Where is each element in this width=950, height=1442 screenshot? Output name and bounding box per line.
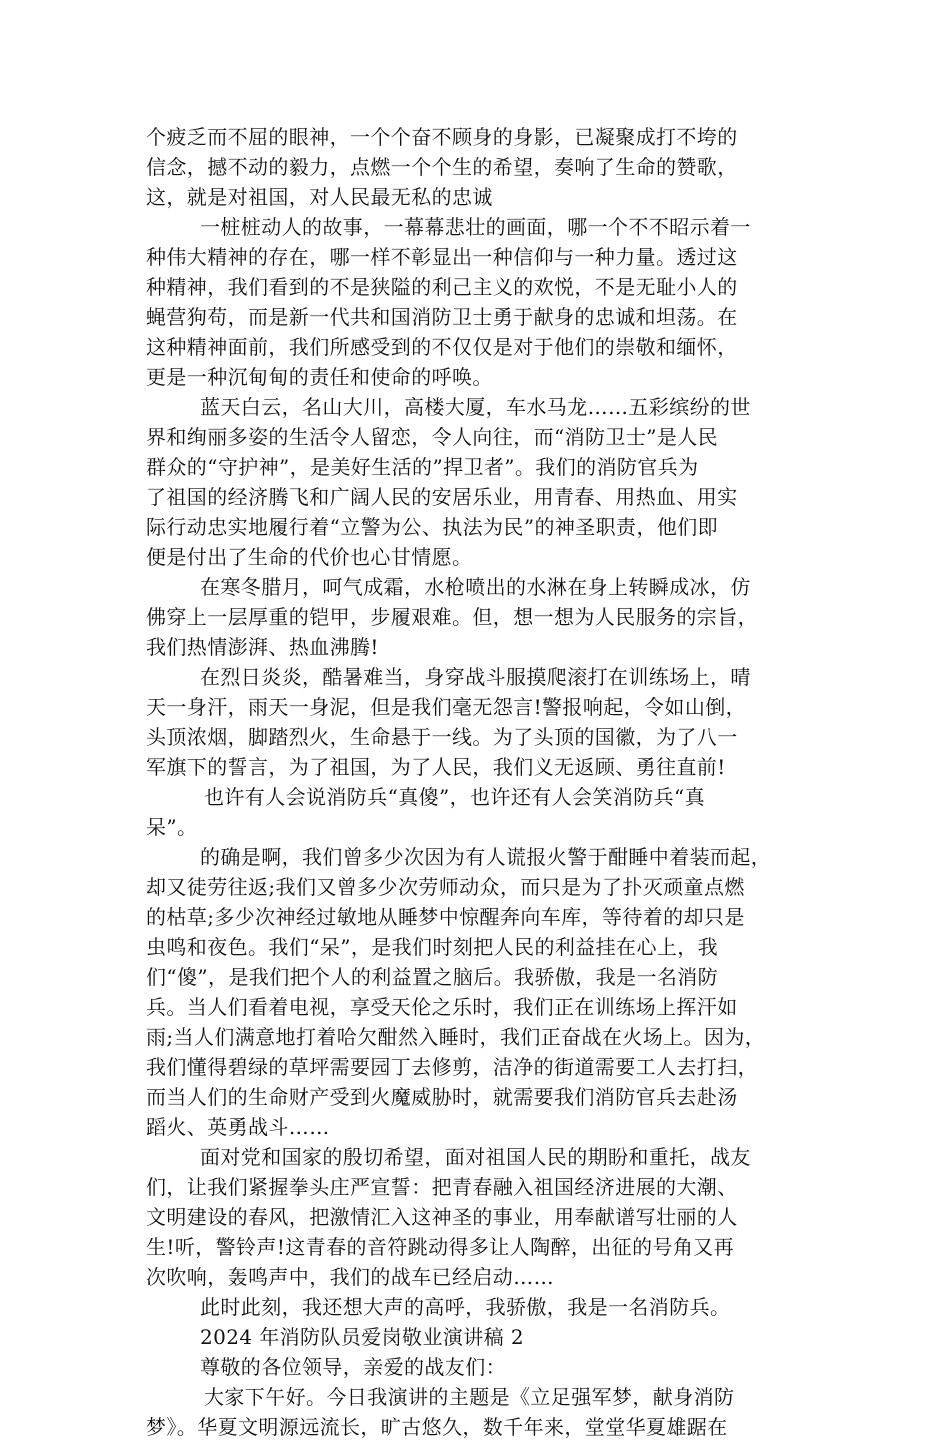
text-line: 次吹响，轰鸣声中，我们的战车已经启动……	[146, 1265, 554, 1289]
text-line: 际行动忠实地履行着“立警为公、执法为民”的神圣职责，他们即	[146, 515, 719, 539]
text-line: 个疲乏而不屈的眼神，一个个奋不顾身的身影，已凝聚成打不垮的	[146, 125, 738, 149]
text-line: 群众的“守护神”，是美好生活的”捍卫者”。我们的消防官兵为	[146, 455, 699, 479]
text-line: 更是一种沉甸甸的责任和使命的呼唤。	[146, 365, 493, 389]
text-line: 雨;当人们满意地打着哈欠酣然入睡时，我们正奋战在火场上。因为，	[146, 1025, 766, 1049]
text-line: 们“傻”，是我们把个人的利益置之脑后。我骄傲，我是一名消防	[146, 965, 719, 989]
text-line: 也许有人会说消防兵“真傻”，也许还有人会笑消防兵“真	[204, 785, 706, 809]
text-line: 蹈火、英勇战斗……	[146, 1115, 330, 1139]
text-line: 蝇营狗苟，而是新一代共和国消防卫士勇于献身的忠诚和坦荡。在	[146, 305, 738, 329]
text-line: 这种精神面前，我们所感受到的不仅仅是对于他们的崇敬和缅怀，	[146, 335, 738, 359]
text-line: 种精神，我们看到的不是狭隘的利己主义的欢悦，不是无耻小人的	[146, 275, 738, 299]
text-line: 面对党和国家的殷切希望，面对祖国人民的期盼和重托，战友	[200, 1145, 751, 1169]
text-line: 尊敬的各位领导，亲爱的战友们：	[200, 1355, 506, 1379]
text-line: 文明建设的春风，把激情汇入这神圣的事业，用奉献谱写壮丽的人	[146, 1205, 738, 1229]
text-line: 蓝天白云，名山大川，高楼大厦，车水马龙……五彩缤纷的世	[200, 395, 751, 419]
text-line: 此时此刻，我还想大声的高呼，我骄傲，我是一名消防兵。	[200, 1295, 731, 1319]
text-line: 的枯草;多少次神经过敏地从睡梦中惊醒奔向车库，等待着的却只是	[146, 905, 745, 929]
text-line: 了祖国的经济腾飞和广阔人民的安居乐业，用青春、用热血、用实	[146, 485, 738, 509]
text-line: 虫鸣和夜色。我们“呆”，是我们时刻把人民的利益挂在心上，我	[146, 935, 719, 959]
text-line: 梦》。华夏文明源远流长，旷古悠久，数千年来，堂堂华夏雄踞在	[146, 1415, 728, 1439]
text-line: 我们懂得碧绿的草坪需要园丁去修剪，洁净的街道需要工人去打扫，	[146, 1055, 758, 1079]
text-line: 界和绚丽多姿的生活令人留恋，令人向往，而“消防卫士”是人民	[146, 425, 719, 449]
text-line: 们，让我们紧握拳头庄严宣誓：把青春融入祖国经济进展的大潮、	[146, 1175, 738, 1199]
text-line: 却又徒劳往返;我们又曾多少次劳师动众，而只是为了扑灭顽童点燃	[146, 875, 745, 899]
text-line: 大家下午好。今日我演讲的主题是《立足强军梦，献身消防	[204, 1385, 735, 1409]
text-line: 我们热情澎湃、热血沸腾!	[146, 635, 379, 659]
text-line: 军旗下的誓言，为了祖国，为了人民，我们义无返顾、勇往直前!	[146, 755, 726, 779]
text-line: 一桩桩动人的故事，一幕幕悲壮的画面，哪一个不不昭示着一	[200, 215, 751, 239]
text-line: 头顶浓烟，脚踏烈火，生命悬于一线。为了头顶的国徽，为了八一	[146, 725, 738, 749]
text-line: 2024 年消防队员爱岗敬业演讲稿 2	[200, 1325, 524, 1349]
text-line: 呆”。	[146, 815, 198, 839]
text-line: 在烈日炎炎，酷暑难当，身穿战斗服摸爬滚打在训练场上，晴	[200, 665, 751, 689]
text-line: 而当人们的生命财产受到火魔威胁时，就需要我们消防官兵去赴汤	[146, 1085, 738, 1109]
text-line: 天一身汗，雨天一身泥，但是我们毫无怨言!警报响起，令如山倒，	[146, 695, 747, 719]
document-body	[146, 122, 814, 1442]
text-line: 兵。当人们看着电视，享受天伦之乐时，我们正在训练场上挥汗如	[146, 995, 738, 1019]
text-line: 生!听，警铃声!这青春的音符跳动得多让人陶醉，出征的号角又再	[146, 1235, 735, 1259]
text-line: 在寒冬腊月，呵气成霜，水枪喷出的水淋在身上转瞬成冰，仿	[200, 575, 751, 599]
text-line: 佛穿上一层厚重的铠甲，步履艰难。但，想一想为人民服务的宗旨，	[146, 605, 758, 629]
text-line: 这，就是对祖国，对人民最无私的忠诚	[146, 185, 493, 209]
text-line: 种伟大精神的存在，哪一样不彰显出一种信仰与一种力量。透过这	[146, 245, 738, 269]
text-line: 的确是啊，我们曾多少次因为有人谎报火警于酣睡中着装而起，	[200, 845, 772, 869]
text-line: 便是付出了生命的代价也心甘情愿。	[146, 545, 473, 569]
text-line: 信念，撼不动的毅力，点燃一个个生的希望，奏响了生命的赞歌，	[146, 155, 738, 179]
